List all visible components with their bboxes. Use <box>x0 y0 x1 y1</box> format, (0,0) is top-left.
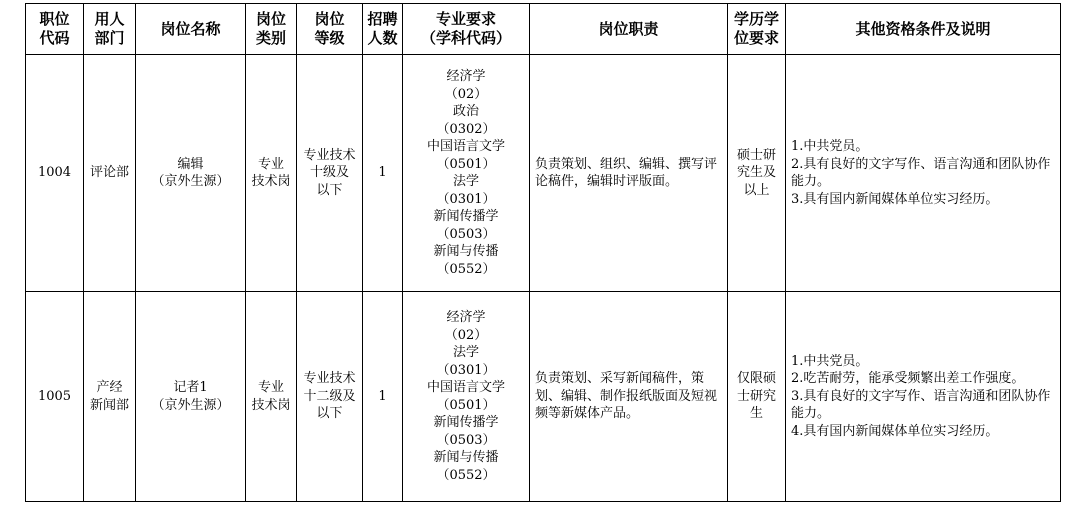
header-education: 学历学 位要求 <box>728 4 786 55</box>
cell-dept: 产经 新闻部 <box>84 292 136 502</box>
cell-major: 经济学 （02） 法学 （0301） 中国语言文学 （0501） 新闻传播学 （0503） 新闻与传播 （0552） <box>403 292 530 502</box>
cell-major: 经济学 （02） 政治 （0302） 中国语言文学 （0501） 法学 （0301） 新闻传播学 （0503） 新闻与传播 （0552） <box>403 55 530 292</box>
header-level: 岗位 等级 <box>297 4 363 55</box>
cell-count: 1 <box>363 55 403 292</box>
cell-name: 编辑 （京外生源） <box>136 55 246 292</box>
cell-code: 1005 <box>26 292 84 502</box>
cell-education: 硕士研 究生及 以上 <box>728 55 786 292</box>
cell-name: 记者1 （京外生源） <box>136 292 246 502</box>
cell-level: 专业技术 十二级及 以下 <box>297 292 363 502</box>
table-row <box>26 55 1061 292</box>
cell-code: 1004 <box>26 55 84 292</box>
cell-duty: 负责策划、采写新闻稿件，策划、编辑、制作报纸版面及短视频等新媒体产品。 <box>530 292 728 502</box>
cell-category: 专业 技术岗 <box>246 292 297 502</box>
cell-count: 1 <box>363 292 403 502</box>
cell-dept: 评论部 <box>84 55 136 292</box>
cell-education: 仅限硕 士研究 生 <box>728 292 786 502</box>
header-name: 岗位名称 <box>136 4 246 55</box>
cell-level: 专业技术 十级及 以下 <box>297 55 363 292</box>
cell-category: 专业 技术岗 <box>246 55 297 292</box>
header-other: 其他资格条件及说明 <box>786 4 1061 55</box>
header-dept: 用人 部门 <box>84 4 136 55</box>
table-row <box>26 292 1061 502</box>
header-major: 专业要求 （学科代码） <box>403 4 530 55</box>
header-category: 岗位 类别 <box>246 4 297 55</box>
header-duty: 岗位职责 <box>530 4 728 55</box>
cell-duty: 负责策划、组织、编辑、撰写评论稿件，编辑时评版面。 <box>530 55 728 292</box>
cell-other: 1.中共党员。 2.吃苦耐劳，能承受频繁出差工作强度。 3.具有良好的文字写作、语言沟通和团队协作能力。 4.具有国内新闻媒体单位实习经历。 <box>786 292 1061 502</box>
job-positions-table <box>25 3 1061 502</box>
header-code: 职位 代码 <box>26 4 84 55</box>
cell-other: 1.中共党员。 2.具有良好的文字写作、语言沟通和团队协作能力。 3.具有国内新闻媒体单位实习经历。 <box>786 55 1061 292</box>
header-count: 招聘 人数 <box>363 4 403 55</box>
table-header-row <box>26 4 1061 55</box>
